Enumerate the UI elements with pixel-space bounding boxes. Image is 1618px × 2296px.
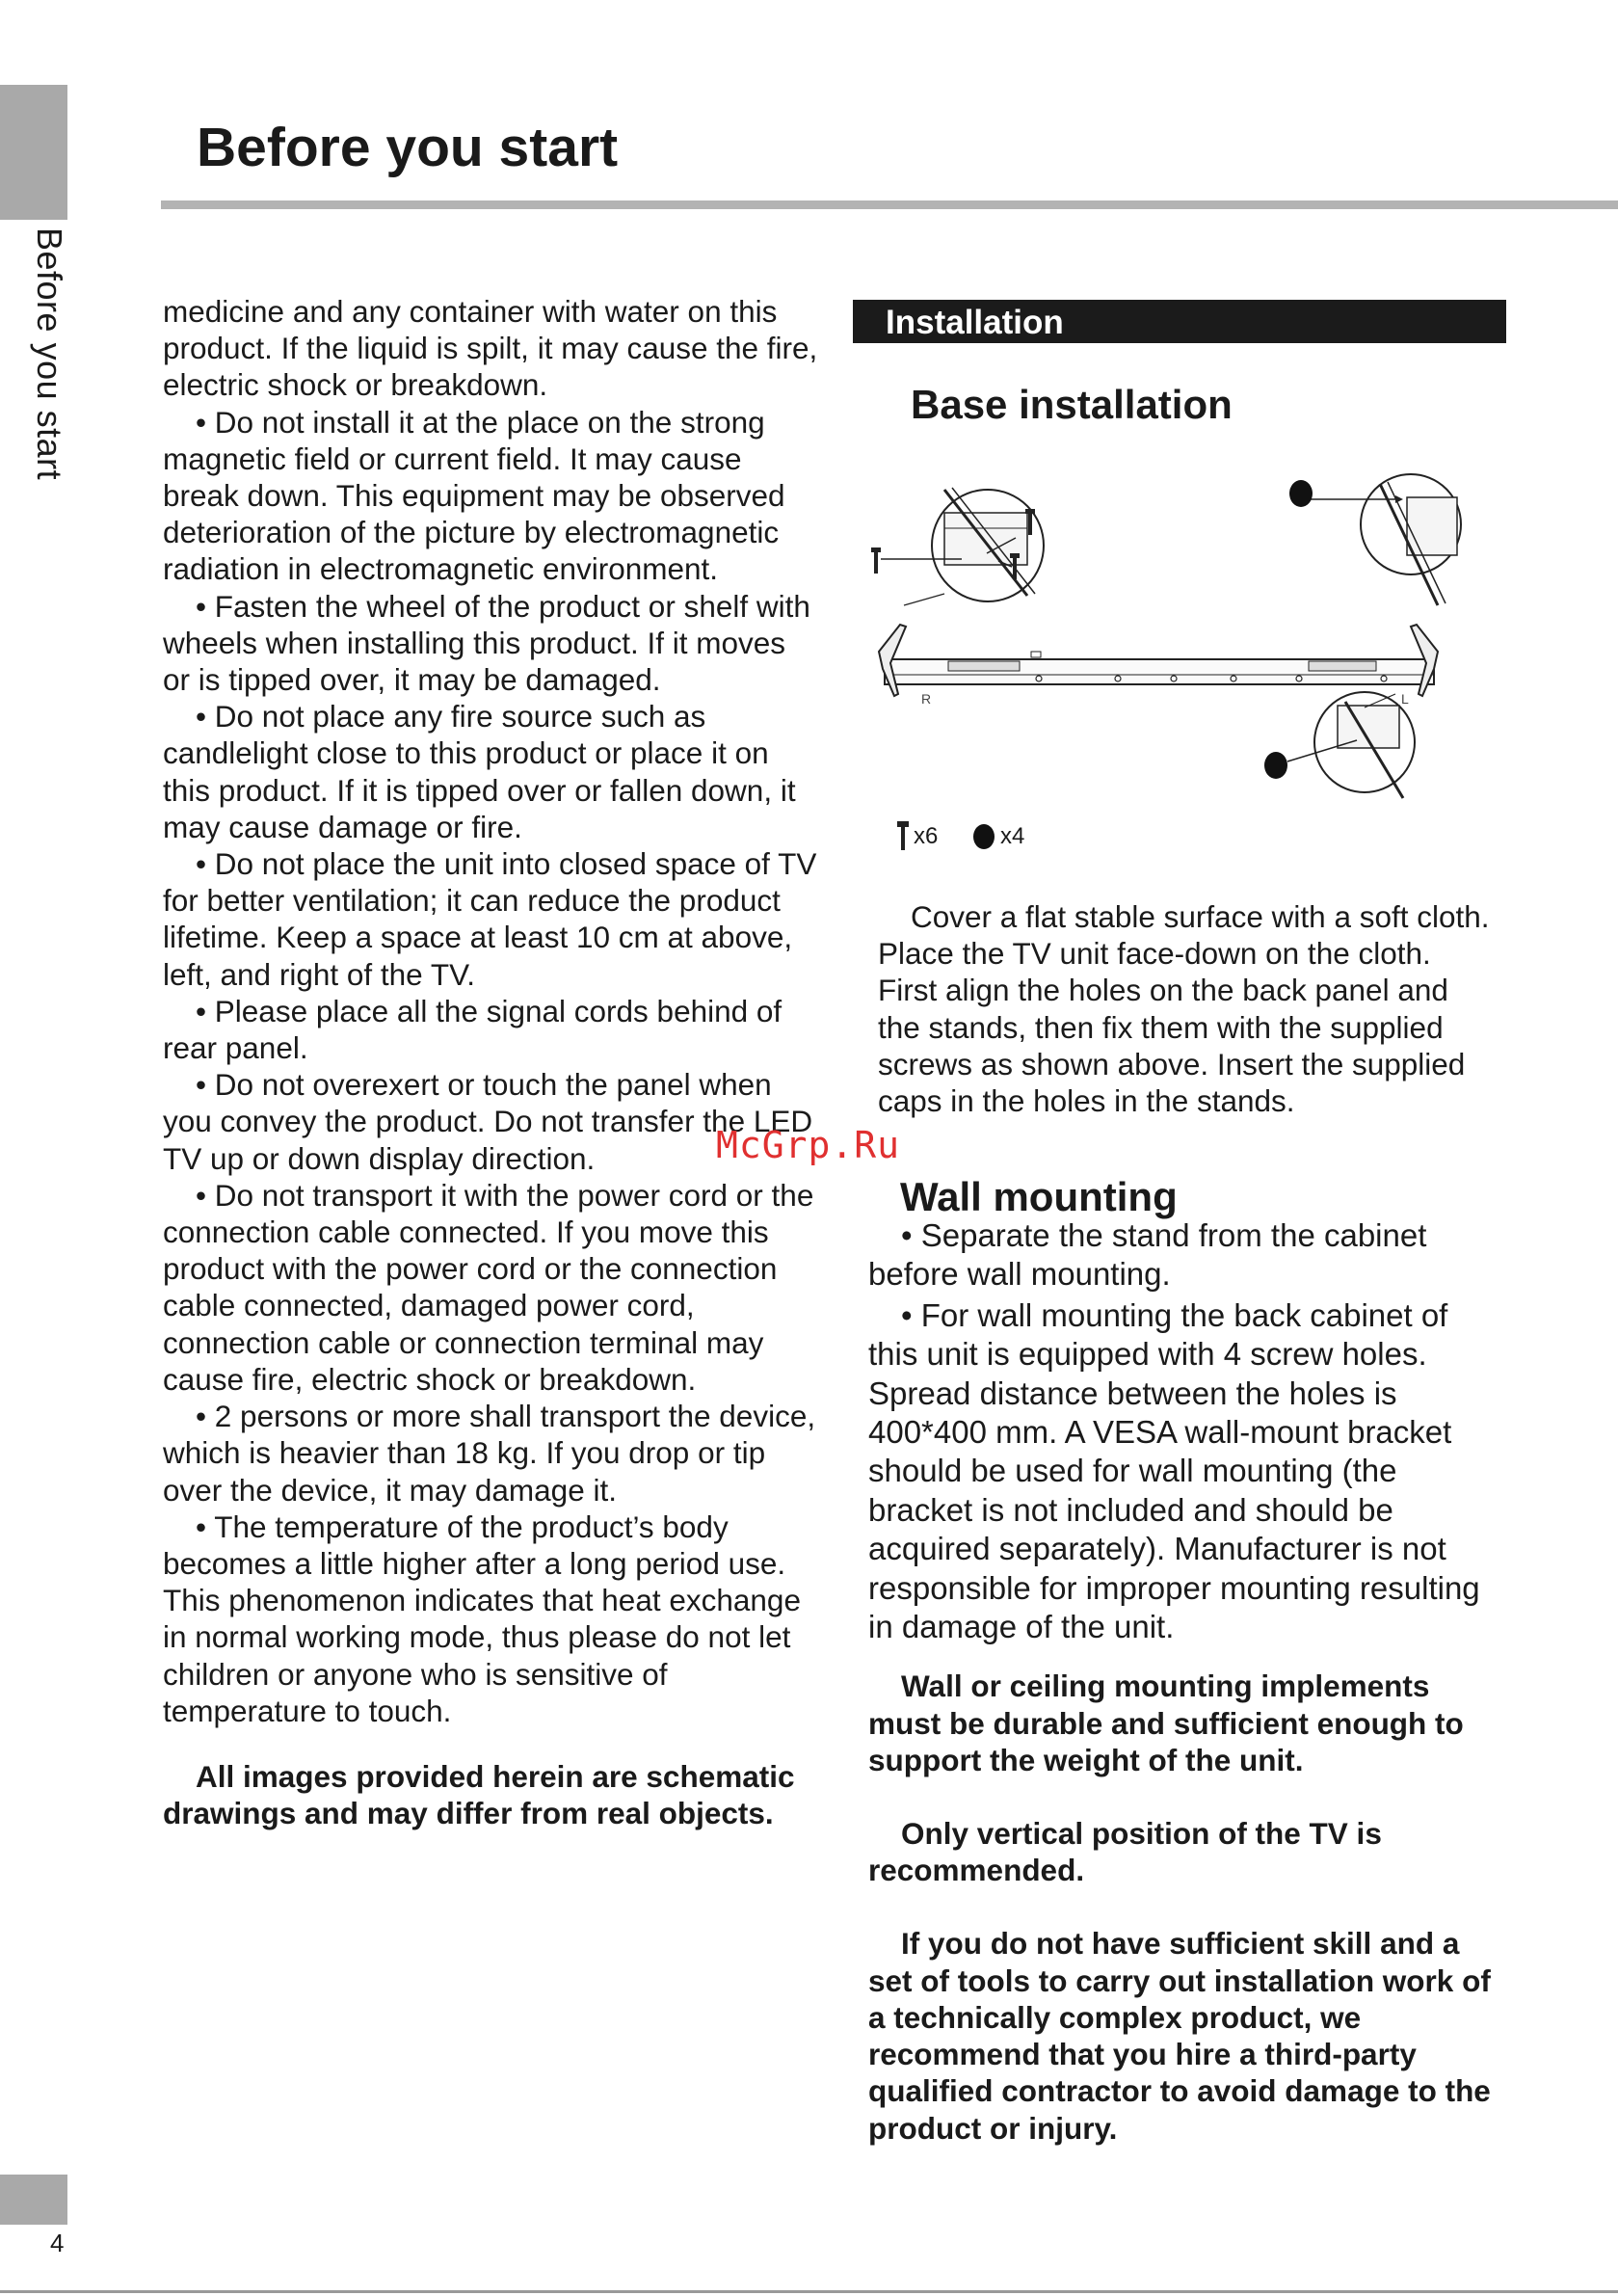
safety-bullet-fire-source: • Do not place any fire source such as candlelight close to this product or place it on this product. If it is tipped over or fallen down, it may cause damage or fire. bbox=[163, 699, 796, 844]
page-number-tab bbox=[0, 2175, 67, 2225]
page-title: Before you start bbox=[197, 117, 619, 178]
base-installation-diagram bbox=[856, 470, 1480, 808]
safety-bullet-two-persons: • 2 persons or more shall transport the device, which is heavier than 18 kg. If you drop or tip over the device, it may damage it. bbox=[163, 1399, 816, 1508]
installation-section-label: Installation bbox=[886, 304, 1064, 341]
page-number: 4 bbox=[50, 2229, 65, 2257]
base-installation-text bbox=[878, 898, 1495, 1119]
wall-bullet-vesa: • For wall mounting the back cabinet of this unit is equipped with 4 screw holes. Spread distance between the holes is 400*400 mm. A VESA wall-mount bracket should be used for wall mounting (the bracket is not included and should be acquired separately). Manufacturer is not responsible for improper mounting resulting in damage of the unit. bbox=[868, 1296, 1480, 1645]
safety-bullet-panel: • Do not overexert or touch the panel when you convey the product. Do not transfer the LED TV up or down display direction. bbox=[163, 1067, 813, 1176]
title-divider bbox=[161, 200, 1618, 209]
bottom-divider bbox=[0, 2290, 1618, 2293]
side-section-label: Before you start bbox=[30, 227, 69, 481]
safety-bullet-wheels: • Fasten the wheel of the product or shelf with wheels when installing this product. If it moves or is tipped over, it may be damaged. bbox=[163, 588, 810, 698]
safety-bullet-ventilation: • Do not place the unit into closed space of TV for better ventilation; it can reduce the product lifetime. Keep a space at least 10 cm at above, left, and right of the TV. bbox=[163, 846, 817, 992]
side-tab-marker bbox=[0, 85, 67, 220]
screw-count: x6 bbox=[914, 823, 939, 849]
cap-count: x4 bbox=[1000, 823, 1025, 849]
diagram-label-l: L bbox=[1401, 691, 1409, 707]
cap-icon bbox=[971, 823, 996, 850]
base-installation-heading: Base installation bbox=[911, 382, 1233, 427]
wall-mounting-heading: Wall mounting bbox=[900, 1174, 1178, 1219]
wall-bullet-separate-stand: • Separate the stand from the cabinet before wall mounting. bbox=[868, 1217, 1427, 1293]
safety-paragraph: medicine and any container with water on this product. If the liquid is spilt, it may cause the fire, electric shock or breakdown. bbox=[163, 294, 818, 403]
right-stand-detail bbox=[881, 488, 1044, 605]
bottom-left-stand-detail bbox=[1287, 692, 1415, 798]
cap-icons bbox=[1264, 480, 1313, 779]
safety-bullet-temperature: • The temperature of the product’s body becomes a little higher after a long period use. This phenomenon indicates that heat exchange in normal working mode, thus please do not let children or anyone who is sensitive of temperature to touch. bbox=[163, 1508, 801, 1728]
base-installation-instructions: Cover a flat stable surface with a soft cloth. Place the TV unit face-down on the cloth. First align the holes on the back panel and the stands, then fix them with the supplied screws as shown above. Insert the supplied caps in the holes in the stands. bbox=[878, 899, 1490, 1119]
wall-mounting-text bbox=[868, 1216, 1504, 2147]
safety-bullet-magnetic: • Do not install it at the place on the strong magnetic field or current field. It may cause break down. This equipment may be observed deterioration of the picture by electromagnetic radiation in electromagnetic environment. bbox=[163, 404, 785, 587]
wall-warning-vertical: Only vertical position of the TV is recommended. bbox=[868, 1816, 1382, 1888]
safety-column bbox=[163, 293, 818, 1831]
screw-icon bbox=[896, 819, 910, 854]
watermark: McGrp.Ru bbox=[716, 1124, 901, 1166]
safety-bullet-signal-cords: • Please place all the signal cords behind of rear panel. bbox=[163, 993, 782, 1066]
wall-warning-contractor: If you do not have sufficient skill and a set of tools to carry out installation work of a technically complex product, we recommend that you hire a third-party qualified contractor to avoid damage to the product or injury. bbox=[868, 1926, 1491, 2146]
wall-warning-durable: Wall or ceiling mounting implements must be durable and sufficient enough to support the weight of the unit. bbox=[868, 1669, 1464, 1777]
safety-bullet-transport-cord: • Do not transport it with the power cord or the connection cable connected. If you move this product with the power cord or the connection cable connected, damaged power cord, connection cable or connection terminal may cause fire, electric shock or breakdown. bbox=[163, 1177, 814, 1397]
diagram-label-r: R bbox=[921, 691, 932, 707]
left-stand-detail bbox=[1311, 474, 1461, 605]
schematic-note: All images provided herein are schematic drawings and may differ from real objects. bbox=[163, 1758, 795, 1831]
installation-section-bar bbox=[853, 300, 1506, 343]
